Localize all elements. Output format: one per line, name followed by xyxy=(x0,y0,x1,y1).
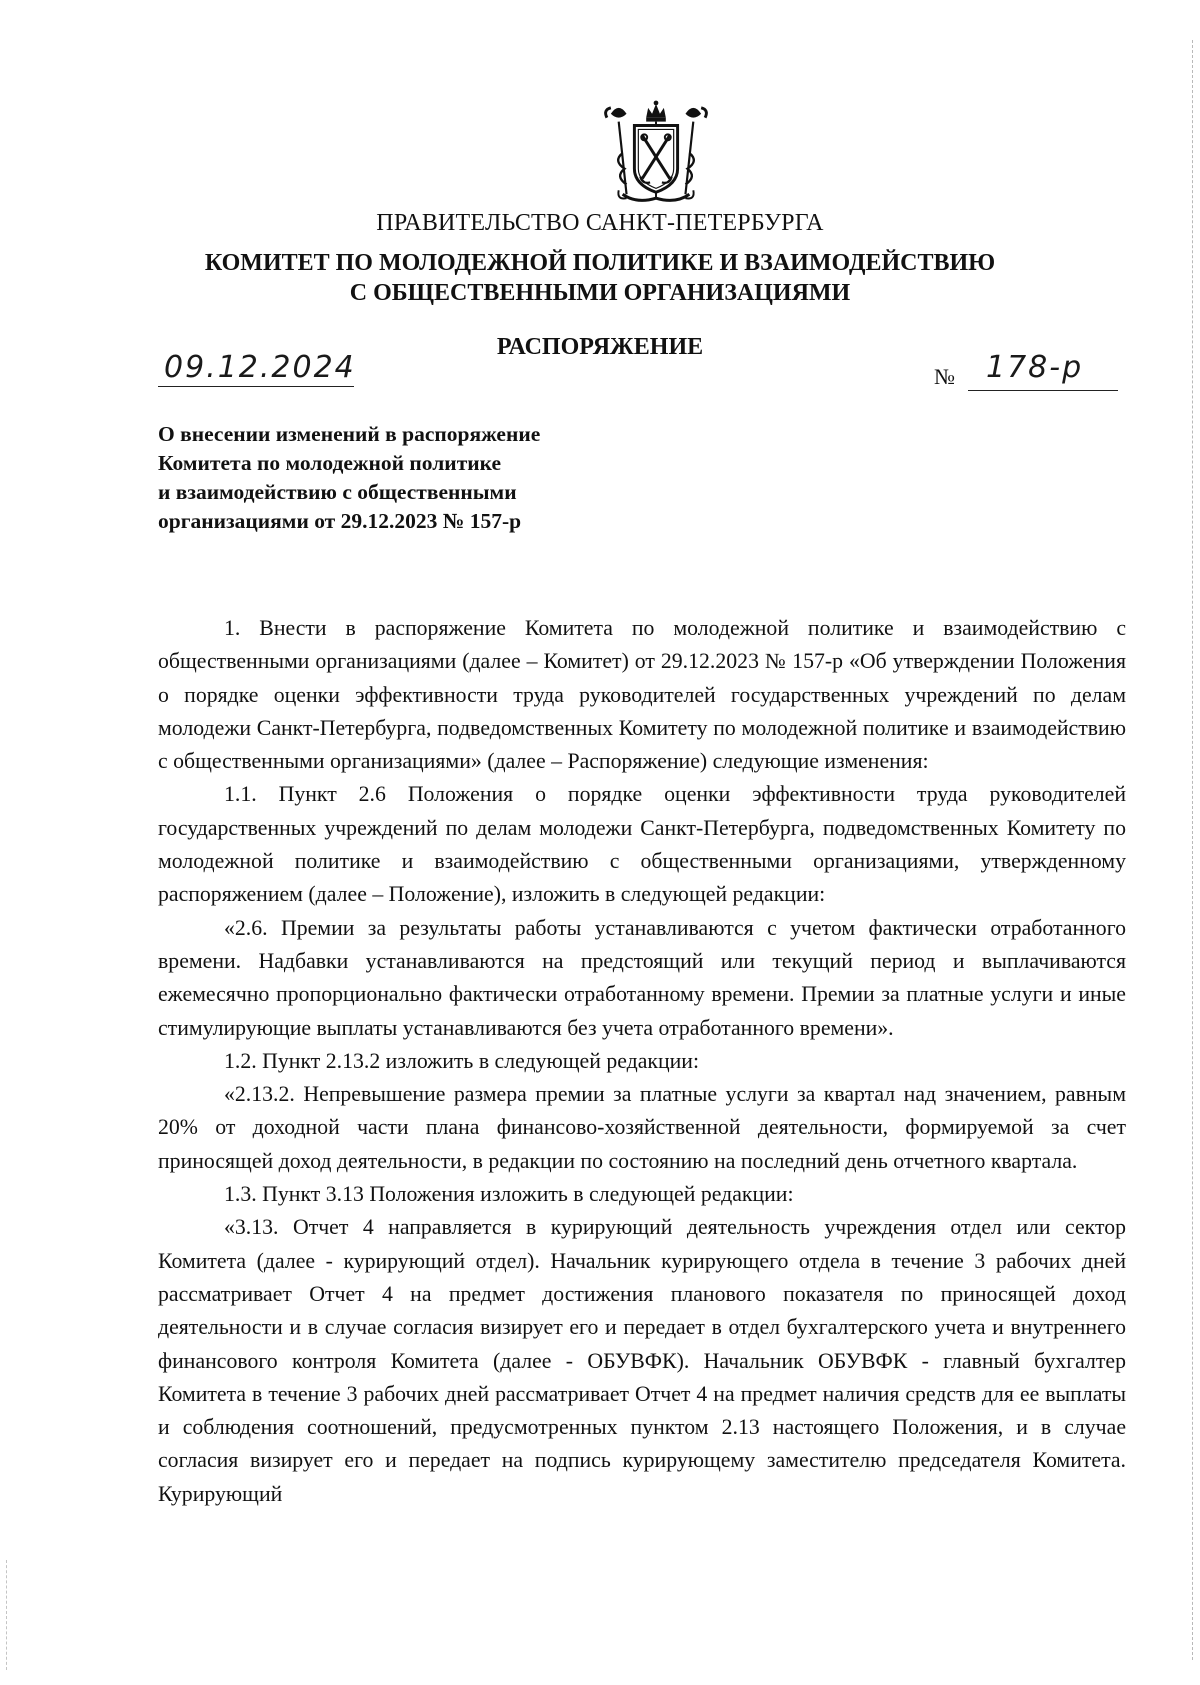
scan-edge-left xyxy=(6,1560,7,1670)
decree-number: 178-р xyxy=(986,350,1084,385)
decree-number-field xyxy=(934,352,1118,392)
body-paragraph-7: «3.13. Отчет 4 направляется в курирующий деятельность учреждения отдел или сектор Комитета (далее - курирующий отдел). Начальник курирующего отдела в течение 3 рабочих дней рассматривает Отчет 4 на предмет достижения планового показателя по приносящей доход деятельности и в случае согласия визирует его и передает в отдел бухгалтерского учета и внутреннего финансового контроля Комитета (далее - ОБУВФК). Начальник ОБУВФК - главный бухгалтер Комитета в течение 3 рабочих дней рассматривает Отчет 4 на предмет наличия средств для ее выплаты и соблюдения соотношений, предусмотренных пунктом 2.13 настоящего Положения, и в случае согласия визирует его и передает на подпись курирующему заместителю председателя Комитета. Курирующий xyxy=(158,1215,1126,1506)
subject-line-1: О внесении изменений в распоряжение xyxy=(158,422,541,446)
government-name: ПРАВИТЕЛЬСТВО САНКТ-ПЕТЕРБУРГА xyxy=(376,210,824,236)
body-paragraph-3: «2.6. Премии за результаты работы устанавливаются с учетом фактически отработанного времени. Надбавки устанавливаются на предстоящий или текущий период и выплачиваются ежемесячно пропорционально фактически отработанному времени. Премии за платные услуги и иные стимулирующие выплаты устанавливаются без учета отработанного времени». xyxy=(158,915,1126,1040)
document-type: РАСПОРЯЖЕНИЕ xyxy=(496,334,704,360)
body-paragraph-2: 1.1. Пункт 2.6 Положения о порядке оценки эффективности труда руководителей государственных учреждений по делам молодежи Санкт-Петербурга, подведомственных Комитету по молодежной политике и взаимодействию с общественными организациями, утвержденному распоряжением (далее – Положение), изложить в следующей редакции: xyxy=(158,782,1126,907)
body-paragraph-6: 1.3. Пункт 3.13 Положения изложить в следующей редакции: xyxy=(224,1182,794,1207)
body-paragraph-4: 1.2. Пункт 2.13.2 изложить в следующей редакции: xyxy=(224,1048,700,1073)
body-paragraph-1: 1. Внести в распоряжение Комитета по молодежной политике и взаимодействию с общественными организациями (далее – Комитет) от 29.12.2023 № 157-р «Об утверждении Положения о порядке оценки эффективности труда руководителей государственных учреждений по делам молодежи Санкт-Петербурга, подведомственных Комитету по молодежной политике и взаимодействию с общественными организациями» (далее – Распоряжение) следующие изменения: xyxy=(158,616,1126,774)
body-paragraph-5: «2.13.2. Непревышение размера премии за платные услуги за квартал над значением, равным 20% от доходной части плана финансово-хозяйственной деятельности, формируемой за счет приносящей доход деятельности, в редакции по состоянию на последний день отчетного квартала. xyxy=(158,1082,1126,1173)
committee-name-line-2: С ОБЩЕСТВЕННЫМИ ОРГАНИЗАЦИЯМИ xyxy=(349,280,851,306)
subject-line-3: и взаимодействию с общественными xyxy=(158,480,517,504)
scan-edge-right xyxy=(1192,40,1193,1660)
decree-body xyxy=(158,612,1126,1511)
committee-name-line-1: КОМИТЕТ ПО МОЛОДЕЖНОЙ ПОЛИТИКЕ И ВЗАИМОДЕЙСТВИЮ xyxy=(204,250,996,276)
decree-date-field xyxy=(158,352,354,387)
committee-name xyxy=(0,248,1200,308)
subject-line-4: организациями от 29.12.2023 № 157-р xyxy=(158,509,522,533)
saint-petersburg-coat-of-arms-icon xyxy=(597,100,715,208)
number-sign: № xyxy=(934,364,955,389)
number-underline xyxy=(968,390,1118,391)
subject-line-2: Комитета по молодежной политике xyxy=(158,451,502,475)
date-underline xyxy=(158,386,354,387)
decree-date: 09.12.2024 xyxy=(164,350,356,385)
decree-subject xyxy=(158,420,618,536)
